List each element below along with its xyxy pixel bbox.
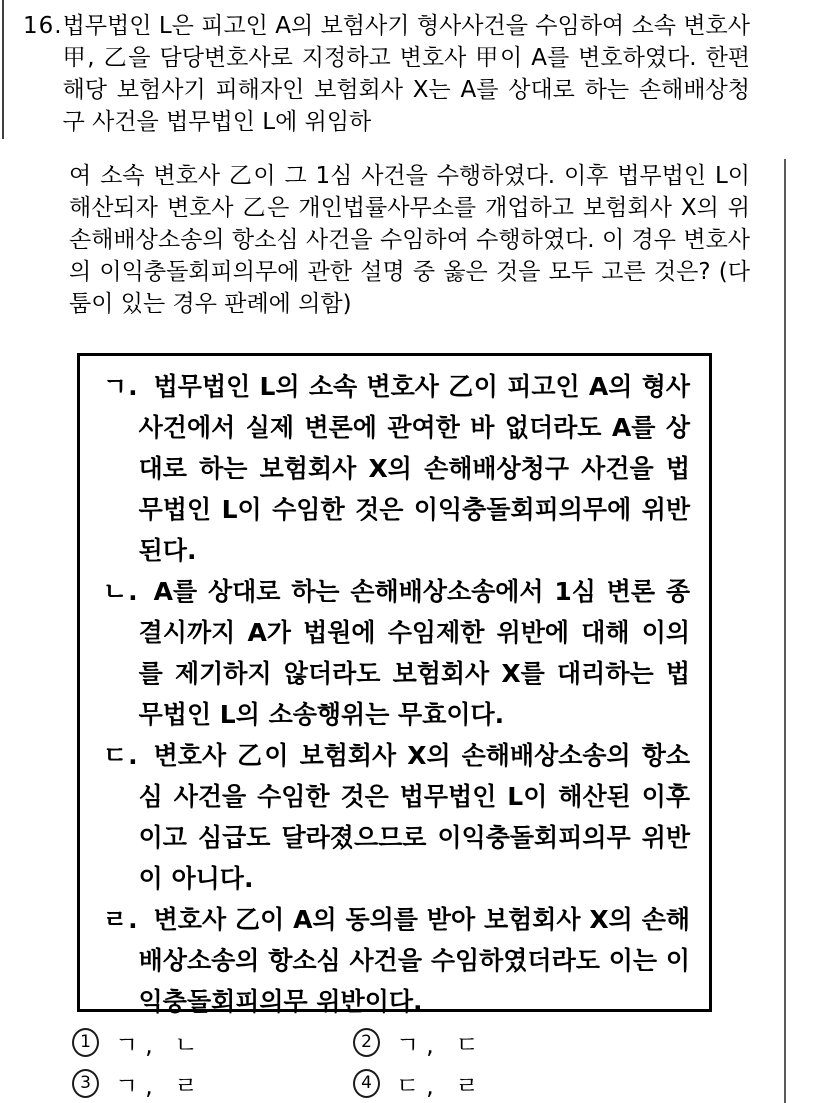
question-stem	[23, 10, 750, 138]
answer-option-2	[353, 1029, 732, 1059]
circled-number-4-icon: 4	[353, 1069, 380, 1098]
statement-marker: ㄱ.	[103, 372, 139, 401]
answer-option-label: ㄱ, ㄴ	[115, 1031, 205, 1059]
statement-text: 변호사 乙이 보험회사 X의 손해배상소송의 항소심 사건을 수임한 것은 법무법인 L이 해산된 이후이고 심급도 달라졌으므로 이익충돌회피의무 위반이 아니다.	[138, 741, 690, 893]
answer-option-4	[353, 1070, 732, 1100]
statement-text: 변호사 乙이 A의 동의를 받아 보험회사 X의 손해배상소송의 항소심 사건을 수임하였더라도 이는 이익충돌회피의무 위반이다.	[138, 905, 690, 1016]
column-divider-left	[2, 0, 4, 139]
statement-marker: ㄹ.	[103, 905, 139, 934]
answer-option-label: ㄱ, ㄷ	[396, 1031, 486, 1059]
statement-marker: ㄴ.	[103, 577, 139, 606]
statement-marker: ㄷ.	[103, 741, 139, 770]
statement-item-n	[103, 571, 690, 735]
answer-option-label: ㄱ, ㄹ	[115, 1072, 205, 1100]
circled-number-3-icon: 3	[72, 1069, 99, 1098]
circled-number-2-icon: 2	[353, 1028, 380, 1057]
statement-item-g	[103, 366, 690, 571]
statement-box	[77, 353, 712, 1016]
answer-options	[72, 1029, 732, 1100]
column-divider-right	[784, 159, 786, 1103]
answer-option-3	[72, 1070, 353, 1100]
question-text-part1: 법무법인 L은 피고인 A의 보험사기 형사사건을 수임하여 소속 변호사 甲, 乙을 담당변호사로 지정하고 변호사 甲이 A를 변호하였다. 한편 해당 보험사기 피해자인 보험회사 X는 A를 상대로 하는 손해배상청구 사건을 법무법인 L에 위임하	[62, 13, 750, 135]
question-number: 16.	[23, 13, 63, 39]
statement-text: 법무법인 L의 소속 변호사 乙이 피고인 A의 형사사건에서 실제 변론에 관여한 바 없더라도 A를 상대로 하는 보험회사 X의 손해배상청구 사건을 법무법인 L이 수임한 것은 이익충돌회피의무에 위반된다.	[138, 372, 690, 565]
answer-option-label: ㄷ, ㄹ	[396, 1072, 486, 1100]
statement-item-d	[103, 735, 690, 899]
question-text-part2: 여 소속 변호사 乙이 그 1심 사건을 수행하였다. 이후 법무법인 L이 해산되자 변호사 乙은 개인법률사무소를 개업하고 보험회사 X의 위 손해배상소송의 항소심 사건을 수임하여 수행하였다. 이 경우 변호사의 이익충돌회피의무에 관한 설명 중 옳은 것을 모두 고른 것은? (다툼이 있는 경우 판례에 의함)	[69, 163, 750, 317]
answer-option-1	[72, 1029, 353, 1059]
statement-item-r	[103, 899, 690, 1022]
circled-number-1-icon: 1	[72, 1028, 99, 1057]
statement-text: A를 상대로 하는 손해배상소송에서 1심 변론 종결시까지 A가 법원에 수임제한 위반에 대해 이의를 제기하지 않더라도 보험회사 X를 대리하는 법무법인 L의 소송행위는 무효이다.	[138, 577, 690, 729]
